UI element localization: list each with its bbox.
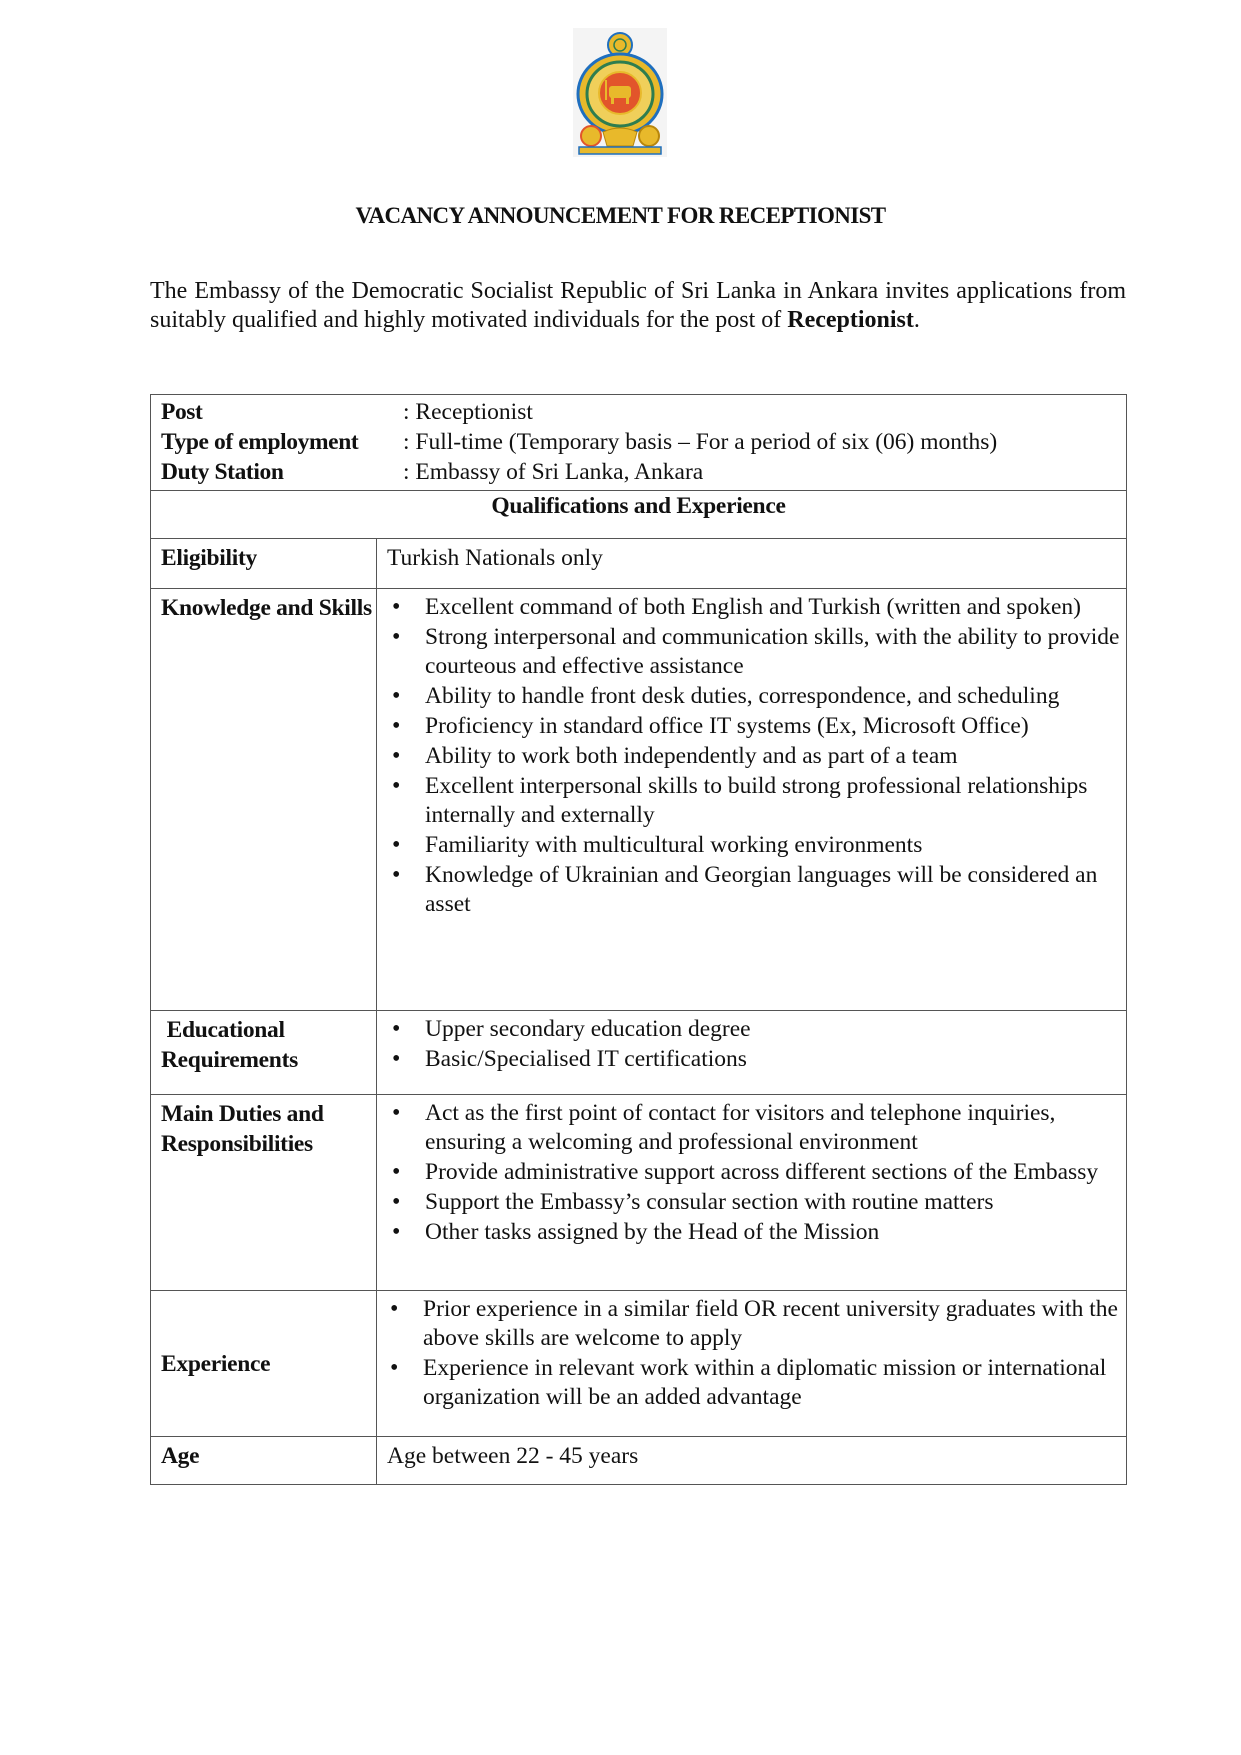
list-item: • Other tasks assigned by the Head of the Mission: [387, 1218, 1126, 1247]
age-label: Age: [151, 1437, 377, 1485]
header-block-row: [151, 395, 1127, 491]
duties-label: Main Duties and Responsibilities: [151, 1095, 377, 1291]
list-item: • Basic/Specialised IT certifications: [387, 1045, 1120, 1074]
duty-station-value: : Embassy of Sri Lanka, Ankara: [403, 459, 704, 485]
list-item: • Ability to work both independently and as part of a team: [387, 742, 1120, 771]
section-heading: Qualifications and Experience: [151, 491, 1127, 539]
knowledge-label: Knowledge and Skills: [151, 589, 377, 1011]
education-label: Educational Requirements: [151, 1011, 377, 1095]
eligibility-value: Turkish Nationals only: [377, 539, 1127, 589]
list-item: • Prior experience in a similar field OR recent university graduates with the above skills are welcome to apply: [385, 1295, 1120, 1353]
post-label: Post: [161, 399, 203, 425]
employment-type-value: : Full-time (Temporary basis – For a period of six (06) months): [403, 429, 998, 455]
header-line-post: [161, 397, 1126, 427]
education-row: [151, 1011, 1127, 1095]
duties-row: [151, 1095, 1127, 1291]
list-item: • Support the Embassy’s consular section with routine matters: [387, 1188, 1126, 1217]
experience-list: [385, 1295, 1120, 1412]
vacancy-table: [150, 394, 1127, 1485]
list-item: • Experience in relevant work within a diplomatic mission or international organization will be an added advantage: [385, 1354, 1120, 1412]
eligibility-row: [151, 539, 1127, 589]
knowledge-list: [387, 593, 1120, 919]
list-item: • Proficiency in standard office IT systems (Ex, Microsoft Office): [387, 712, 1120, 741]
experience-row: [151, 1291, 1127, 1437]
list-item: • Knowledge of Ukrainian and Georgian languages will be considered an asset: [387, 861, 1120, 919]
header-line-duty-station: [161, 457, 1126, 487]
intro-paragraph: [150, 277, 1126, 335]
list-item: • Upper secondary education degree: [387, 1015, 1120, 1044]
knowledge-row: [151, 589, 1127, 1011]
list-item: • Act as the first point of contact for visitors and telephone inquiries, ensuring a welcoming and professional environment: [387, 1099, 1126, 1157]
list-item: • Provide administrative support across different sections of the Embassy: [387, 1158, 1126, 1187]
age-value: Age between 22 - 45 years: [377, 1437, 1127, 1485]
list-item: • Familiarity with multicultural working environments: [387, 831, 1120, 860]
header-block: [151, 395, 1127, 491]
page-title: VACANCY ANNOUNCEMENT FOR RECEPTIONIST: [355, 203, 886, 228]
intro-post-name: Receptionist: [787, 307, 914, 333]
list-item: • Strong interpersonal and communication skills, with the ability to provide courteous and effective assistance: [387, 623, 1120, 681]
age-row: [151, 1437, 1127, 1485]
section-heading-row: [151, 491, 1127, 539]
sri-lanka-national-emblem-icon: [573, 28, 667, 157]
duty-station-label: Duty Station: [161, 459, 284, 485]
education-list: [387, 1015, 1120, 1074]
list-item: • Excellent interpersonal skills to build strong professional relationships internally and externally: [387, 772, 1120, 830]
list-item: • Ability to handle front desk duties, correspondence, and scheduling: [387, 682, 1120, 711]
intro-text: The Embassy of the Democratic Socialist Republic of Sri Lanka in Ankara invites applications from suitably qualified and highly motivated individuals for the post of: [150, 278, 1126, 333]
list-item: • Excellent command of both English and Turkish (written and spoken): [387, 593, 1120, 622]
intro-tail: .: [913, 307, 920, 333]
header-line-employment-type: [161, 427, 1126, 457]
duties-list: [387, 1099, 1126, 1247]
employment-type-label: Type of employment: [161, 429, 359, 455]
experience-label: Experience: [151, 1291, 377, 1437]
post-value: : Receptionist: [403, 399, 533, 425]
eligibility-label: Eligibility: [151, 539, 377, 589]
